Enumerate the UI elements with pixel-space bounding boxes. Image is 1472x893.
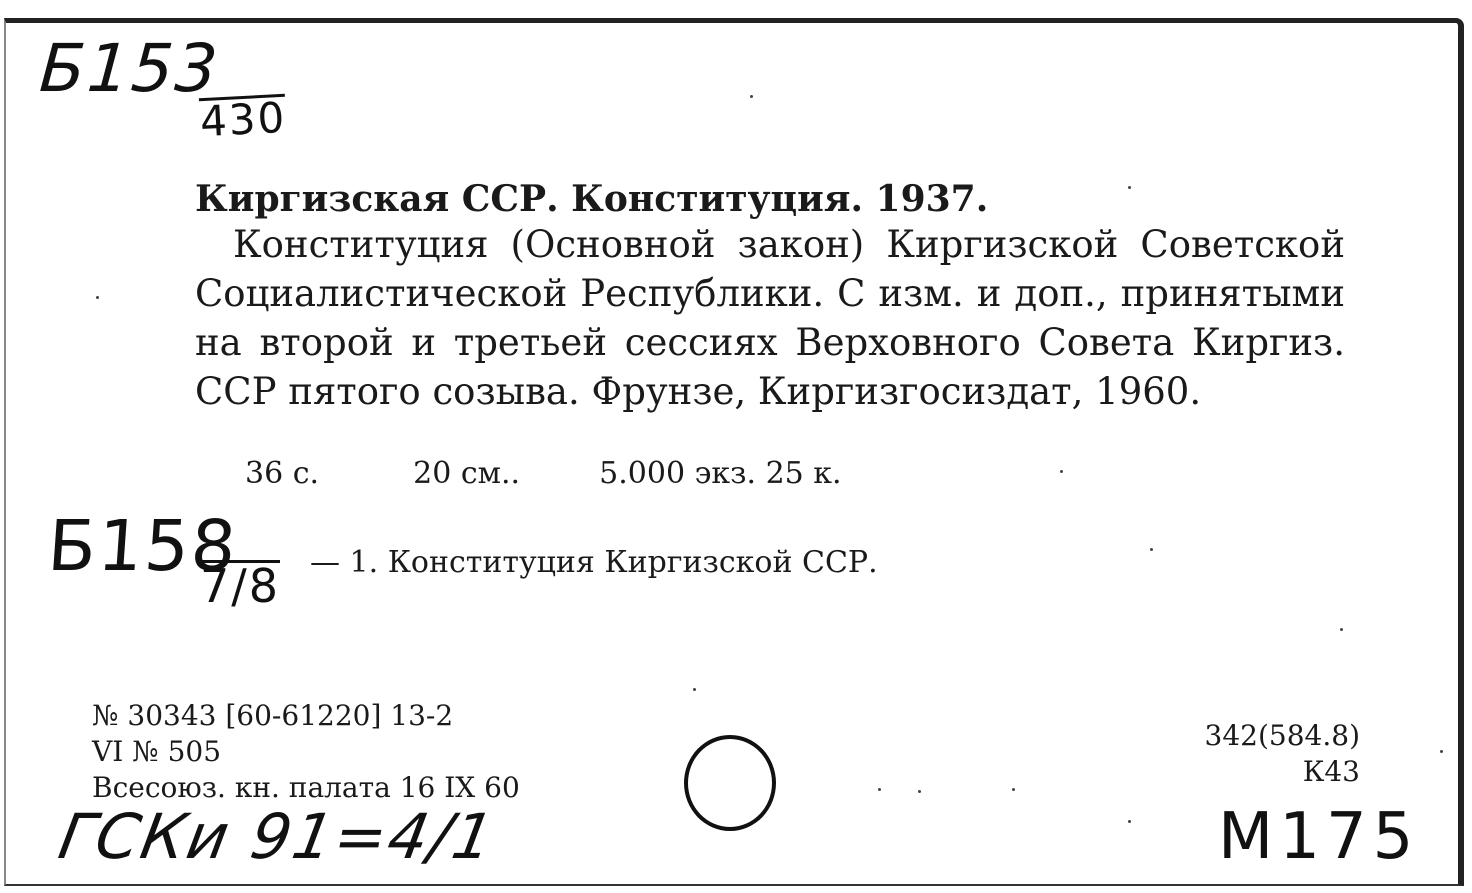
- card-description: Конституция (Основной закон) Киргизской Советской Социалистической Республики. С изм. и доп., принятыми на второй и третьей сессиях Верховного Совета Киргиз. ССР пятого созыва. Фрунзе, Киргизгосиздат, 1960.: [195, 223, 1345, 413]
- handwritten-shelf-code-sub: 430: [198, 92, 288, 147]
- scan-speck: [1150, 548, 1153, 551]
- scan-speck: [1128, 186, 1131, 189]
- scan-speck: [1060, 470, 1063, 473]
- handwritten-shelf-code-2: Б158: [45, 505, 241, 587]
- meta-line-3: Всесоюз. кн. палата 16 IX 60: [92, 771, 520, 804]
- meta-line-1: № 30343 [60-61220] 13-2: [92, 699, 454, 732]
- scan-speck: [918, 790, 921, 793]
- collation-copies: 5.000 экз. 25 к.: [599, 456, 842, 491]
- meta-line-2: VI № 505: [92, 735, 222, 768]
- punch-hole-circle: [684, 735, 776, 831]
- scan-speck: [750, 95, 753, 98]
- scan-speck: [96, 296, 99, 299]
- udc-code: 342(584.8): [1204, 719, 1360, 752]
- card-meta: [92, 698, 520, 806]
- handwritten-shelf-code: Б153: [37, 30, 222, 107]
- collation-line: [245, 456, 842, 491]
- card-heading: Киргизская ССР. Конституция. 1937.: [195, 178, 989, 220]
- scan-speck: [1012, 788, 1015, 791]
- handwritten-collection-mark: M175: [1218, 800, 1420, 874]
- collation-pages: 36 с.: [245, 456, 320, 491]
- scan-speck: [1128, 820, 1131, 823]
- handwritten-inventory-note: ГСКи 91=4/1: [53, 800, 501, 873]
- scan-speck: [878, 788, 881, 791]
- scan-speck: [1340, 628, 1343, 631]
- subject-heading: — 1. Конституция Киргизской ССР.: [310, 545, 878, 580]
- classification-mark: [1190, 718, 1360, 790]
- collation-size: 20 см..: [413, 456, 521, 491]
- author-mark: К43: [1302, 755, 1360, 788]
- scan-speck: [1440, 750, 1443, 753]
- handwritten-shelf-code-2-sub: 7/8: [200, 559, 281, 613]
- scan-speck: [693, 688, 696, 691]
